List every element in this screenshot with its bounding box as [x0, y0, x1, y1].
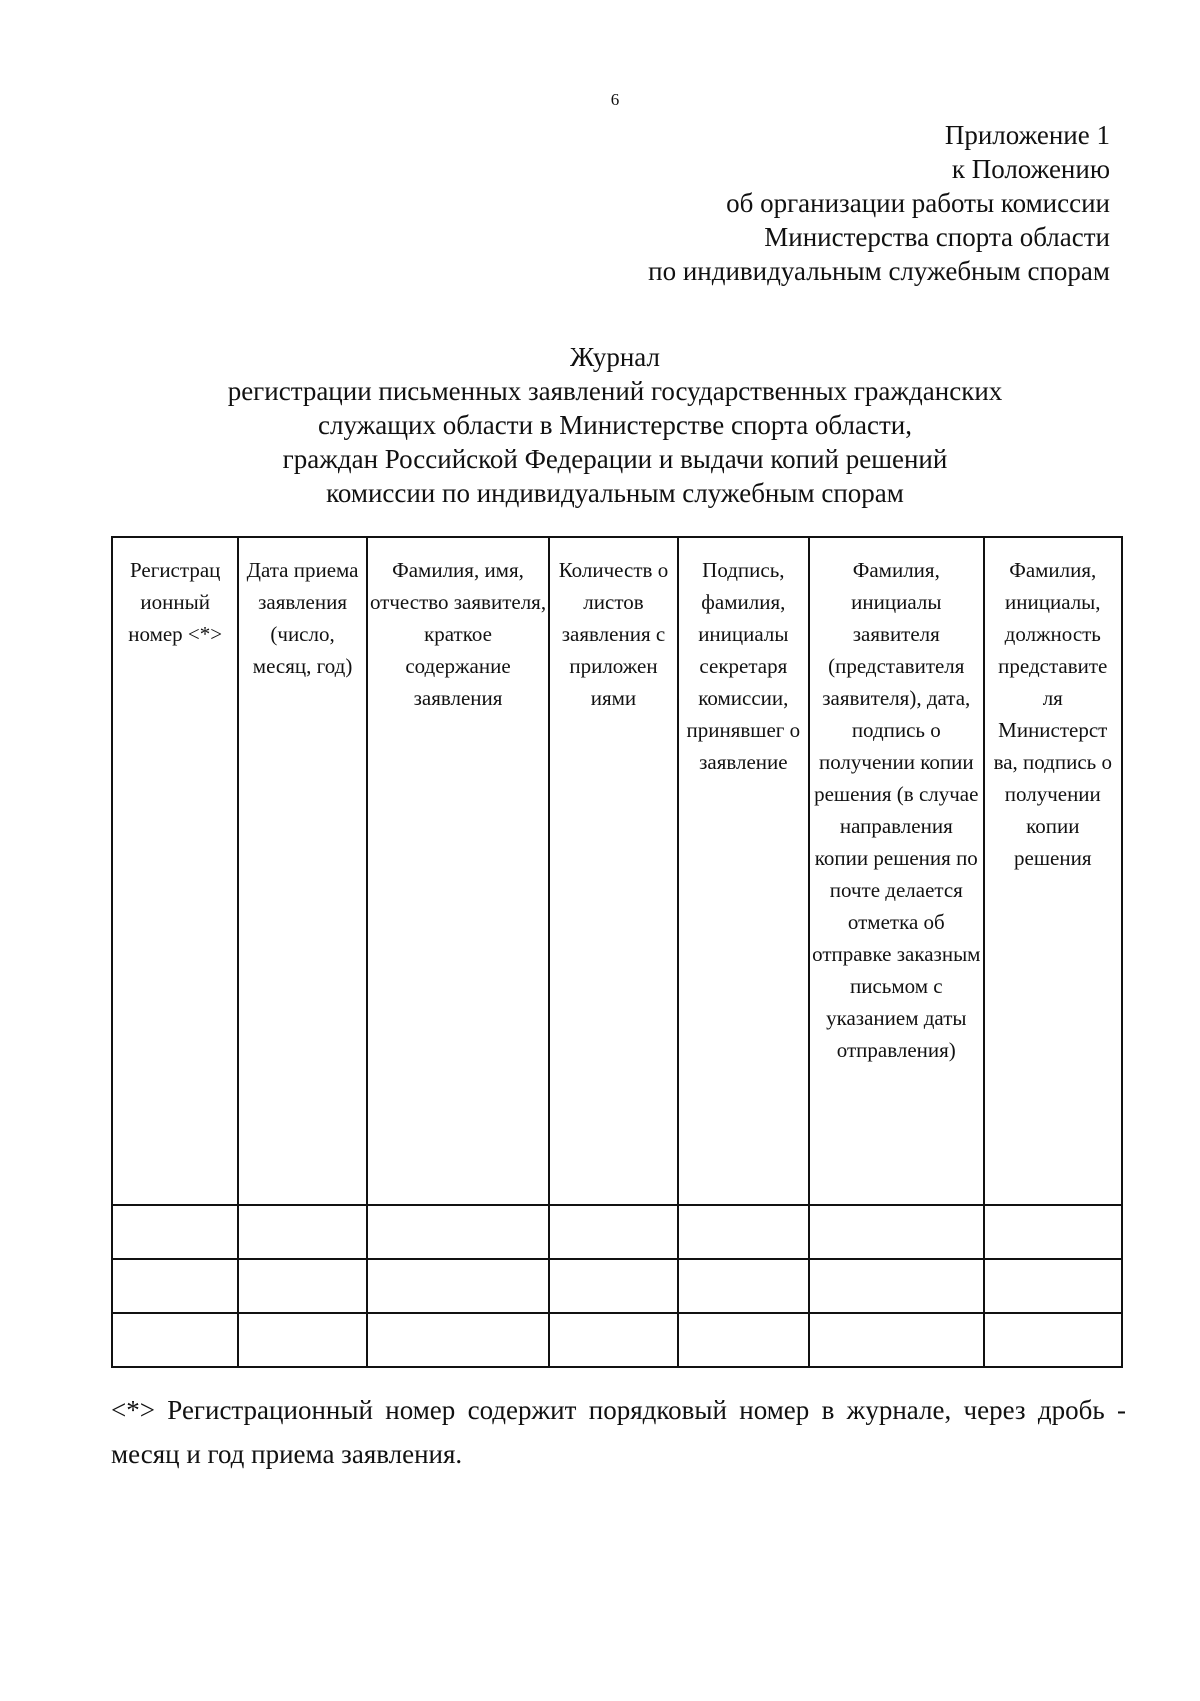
table-cell — [112, 1313, 238, 1367]
appendix-line: к Положению — [951, 154, 1110, 184]
journal-title-line: граждан Российской Федерации и выдачи копий решений — [282, 444, 948, 474]
table-cell — [549, 1259, 677, 1313]
table-row — [112, 1205, 1122, 1259]
table-cell — [549, 1205, 677, 1259]
column-header-ministry-representative: Фамилия, инициалы, должность представите ля Министерст ва, подпись о получении копии решения — [984, 537, 1122, 1205]
appendix-line: Приложение 1 — [944, 120, 1110, 150]
table-cell — [678, 1313, 809, 1367]
column-header-registration-number: Регистрац ионный номер <*> — [112, 537, 238, 1205]
table-header-row — [112, 537, 1122, 1205]
table-cell — [984, 1259, 1122, 1313]
journal-title-line: регистрации письменных заявлений государственных гражданских — [227, 376, 1003, 406]
appendix-line: Министерства спорта области — [764, 222, 1110, 252]
column-header-secretary-signature: Подпись, фамилия, инициалы секретаря комиссии, принявшег о заявление — [678, 537, 809, 1205]
appendix-reference — [648, 118, 1110, 288]
table-cell — [367, 1313, 550, 1367]
table-cell — [678, 1205, 809, 1259]
appendix-line: по индивидуальным служебным спорам — [648, 256, 1110, 286]
table-cell — [238, 1313, 366, 1367]
table-cell — [238, 1205, 366, 1259]
table-cell — [984, 1205, 1122, 1259]
register-table — [111, 536, 1123, 1368]
page-number: 6 — [610, 90, 620, 109]
table-row — [112, 1259, 1122, 1313]
journal-title-line: Журнал — [569, 342, 661, 372]
appendix-line: об организации работы комиссии — [726, 188, 1110, 218]
table-cell — [678, 1259, 809, 1313]
table-cell — [112, 1259, 238, 1313]
table-cell — [367, 1205, 550, 1259]
table-cell — [367, 1259, 550, 1313]
table-cell — [984, 1313, 1122, 1367]
column-header-applicant-receipt: Фамилия, инициалы заявителя (представителя заявителя), дата, подпись о получении копии решения (в случае направления копии решения по почте делается отметка об отправке заказным письмом с указанием даты отправления) — [809, 537, 984, 1205]
journal-title-line: комиссии по индивидуальным служебным спорам — [326, 478, 904, 508]
column-header-sheet-count: Количеств о листов заявления с приложен иями — [549, 537, 677, 1205]
table-cell — [809, 1259, 984, 1313]
column-header-receipt-date: Дата приема заявления (число, месяц, год) — [238, 537, 366, 1205]
table-cell — [112, 1205, 238, 1259]
journal-title — [110, 340, 1120, 510]
table-cell — [238, 1259, 366, 1313]
column-header-applicant-name: Фамилия, имя, отчество заявителя, краткое содержание заявления — [367, 537, 550, 1205]
table-cell — [809, 1313, 984, 1367]
journal-title-line: служащих области в Министерстве спорта области, — [318, 410, 912, 440]
table-cell — [549, 1313, 677, 1367]
footnote: <*> Регистрационный номер содержит порядковый номер в журнале, через дробь - месяц и год приема заявления. — [111, 1395, 1126, 1469]
table-row — [112, 1313, 1122, 1367]
table-cell — [809, 1205, 984, 1259]
